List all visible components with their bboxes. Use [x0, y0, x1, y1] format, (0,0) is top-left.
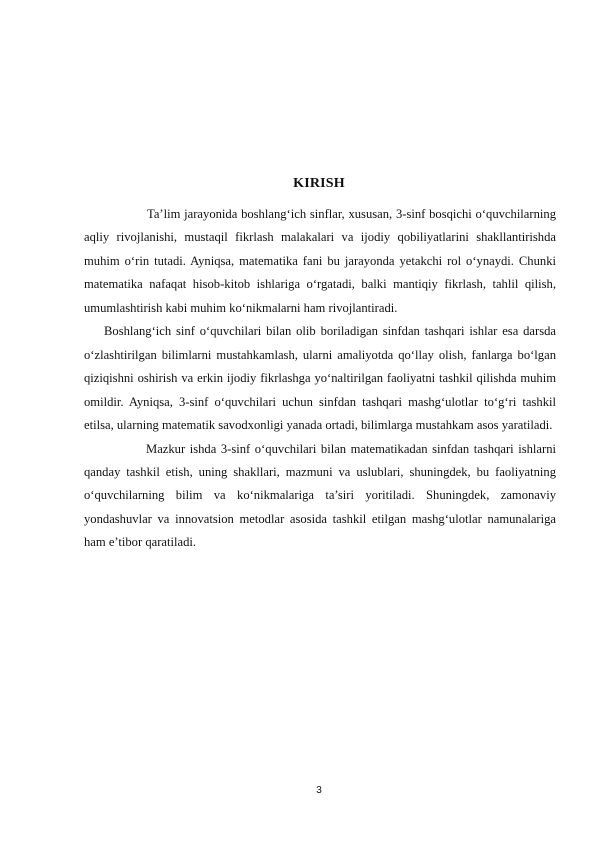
page-number: 3	[316, 785, 322, 796]
paragraph-1: Ta’lim jarayonida boshlang‘ich sinflar, xususan, 3-sinf bosqichi o‘quvchilarning aqliy rivojlanishi, mustaqil fikrlash malakalari va ijodiy qobiliyatlarini shakllantirishda muhim o‘rin tutadi. Ayniqsa, matematika fani bu jarayonda yetakchi rol o‘ynaydi. Chunki matematika nafaqat hisob-kitob ishlariga o‘rgatadi, balki mantiqiy fikrlash, tahlil qilish, umumlashtirish kabi muhim ko‘nikmalarni ham rivojlantiradi.	[84, 207, 556, 315]
paragraph-3: Mazkur ishda 3-sinf o‘quvchilari bilan matematikadan sinfdan tashqari ishlarni qanday tashkil etish, uning shakllari, mazmuni va uslublari, shuningdek, bu faoliyatning o‘quvchilarning bilim va ko‘nikmalariga ta’siri yoritiladi. Shuningdek, zamonaviy yondashuvlar va innovatsion metodlar asosida tashkil etilgan mashg‘ulotlar namunalariga ham e’tibor qaratiladi.	[84, 441, 556, 550]
paragraph-2: Boshlang‘ich sinf o‘quvchilari bilan olib boriladigan sinfdan tashqari ishlar esa darsda o‘zlashtirilgan bilimlarni mustahkamlash, ularni amaliyotda qo‘llay olish, fanlarga bo‘lgan qiziqishni oshirish va erkin ijodiy fikrlashga yo‘naltirilgan faoliyatni tashkil qilishda muhim omildir. Ayniqsa, 3-sinf o‘quvchilari uchun sinfdan tashqari mashg‘ulotlar to‘g‘ri tashkil etilsa, ularning matematik savodxonligi yanada ortadi, bilimlarga mustahkam asos yaratiladi.	[84, 324, 556, 433]
page-title: KIRISH	[293, 176, 345, 191]
body-text	[84, 203, 556, 555]
